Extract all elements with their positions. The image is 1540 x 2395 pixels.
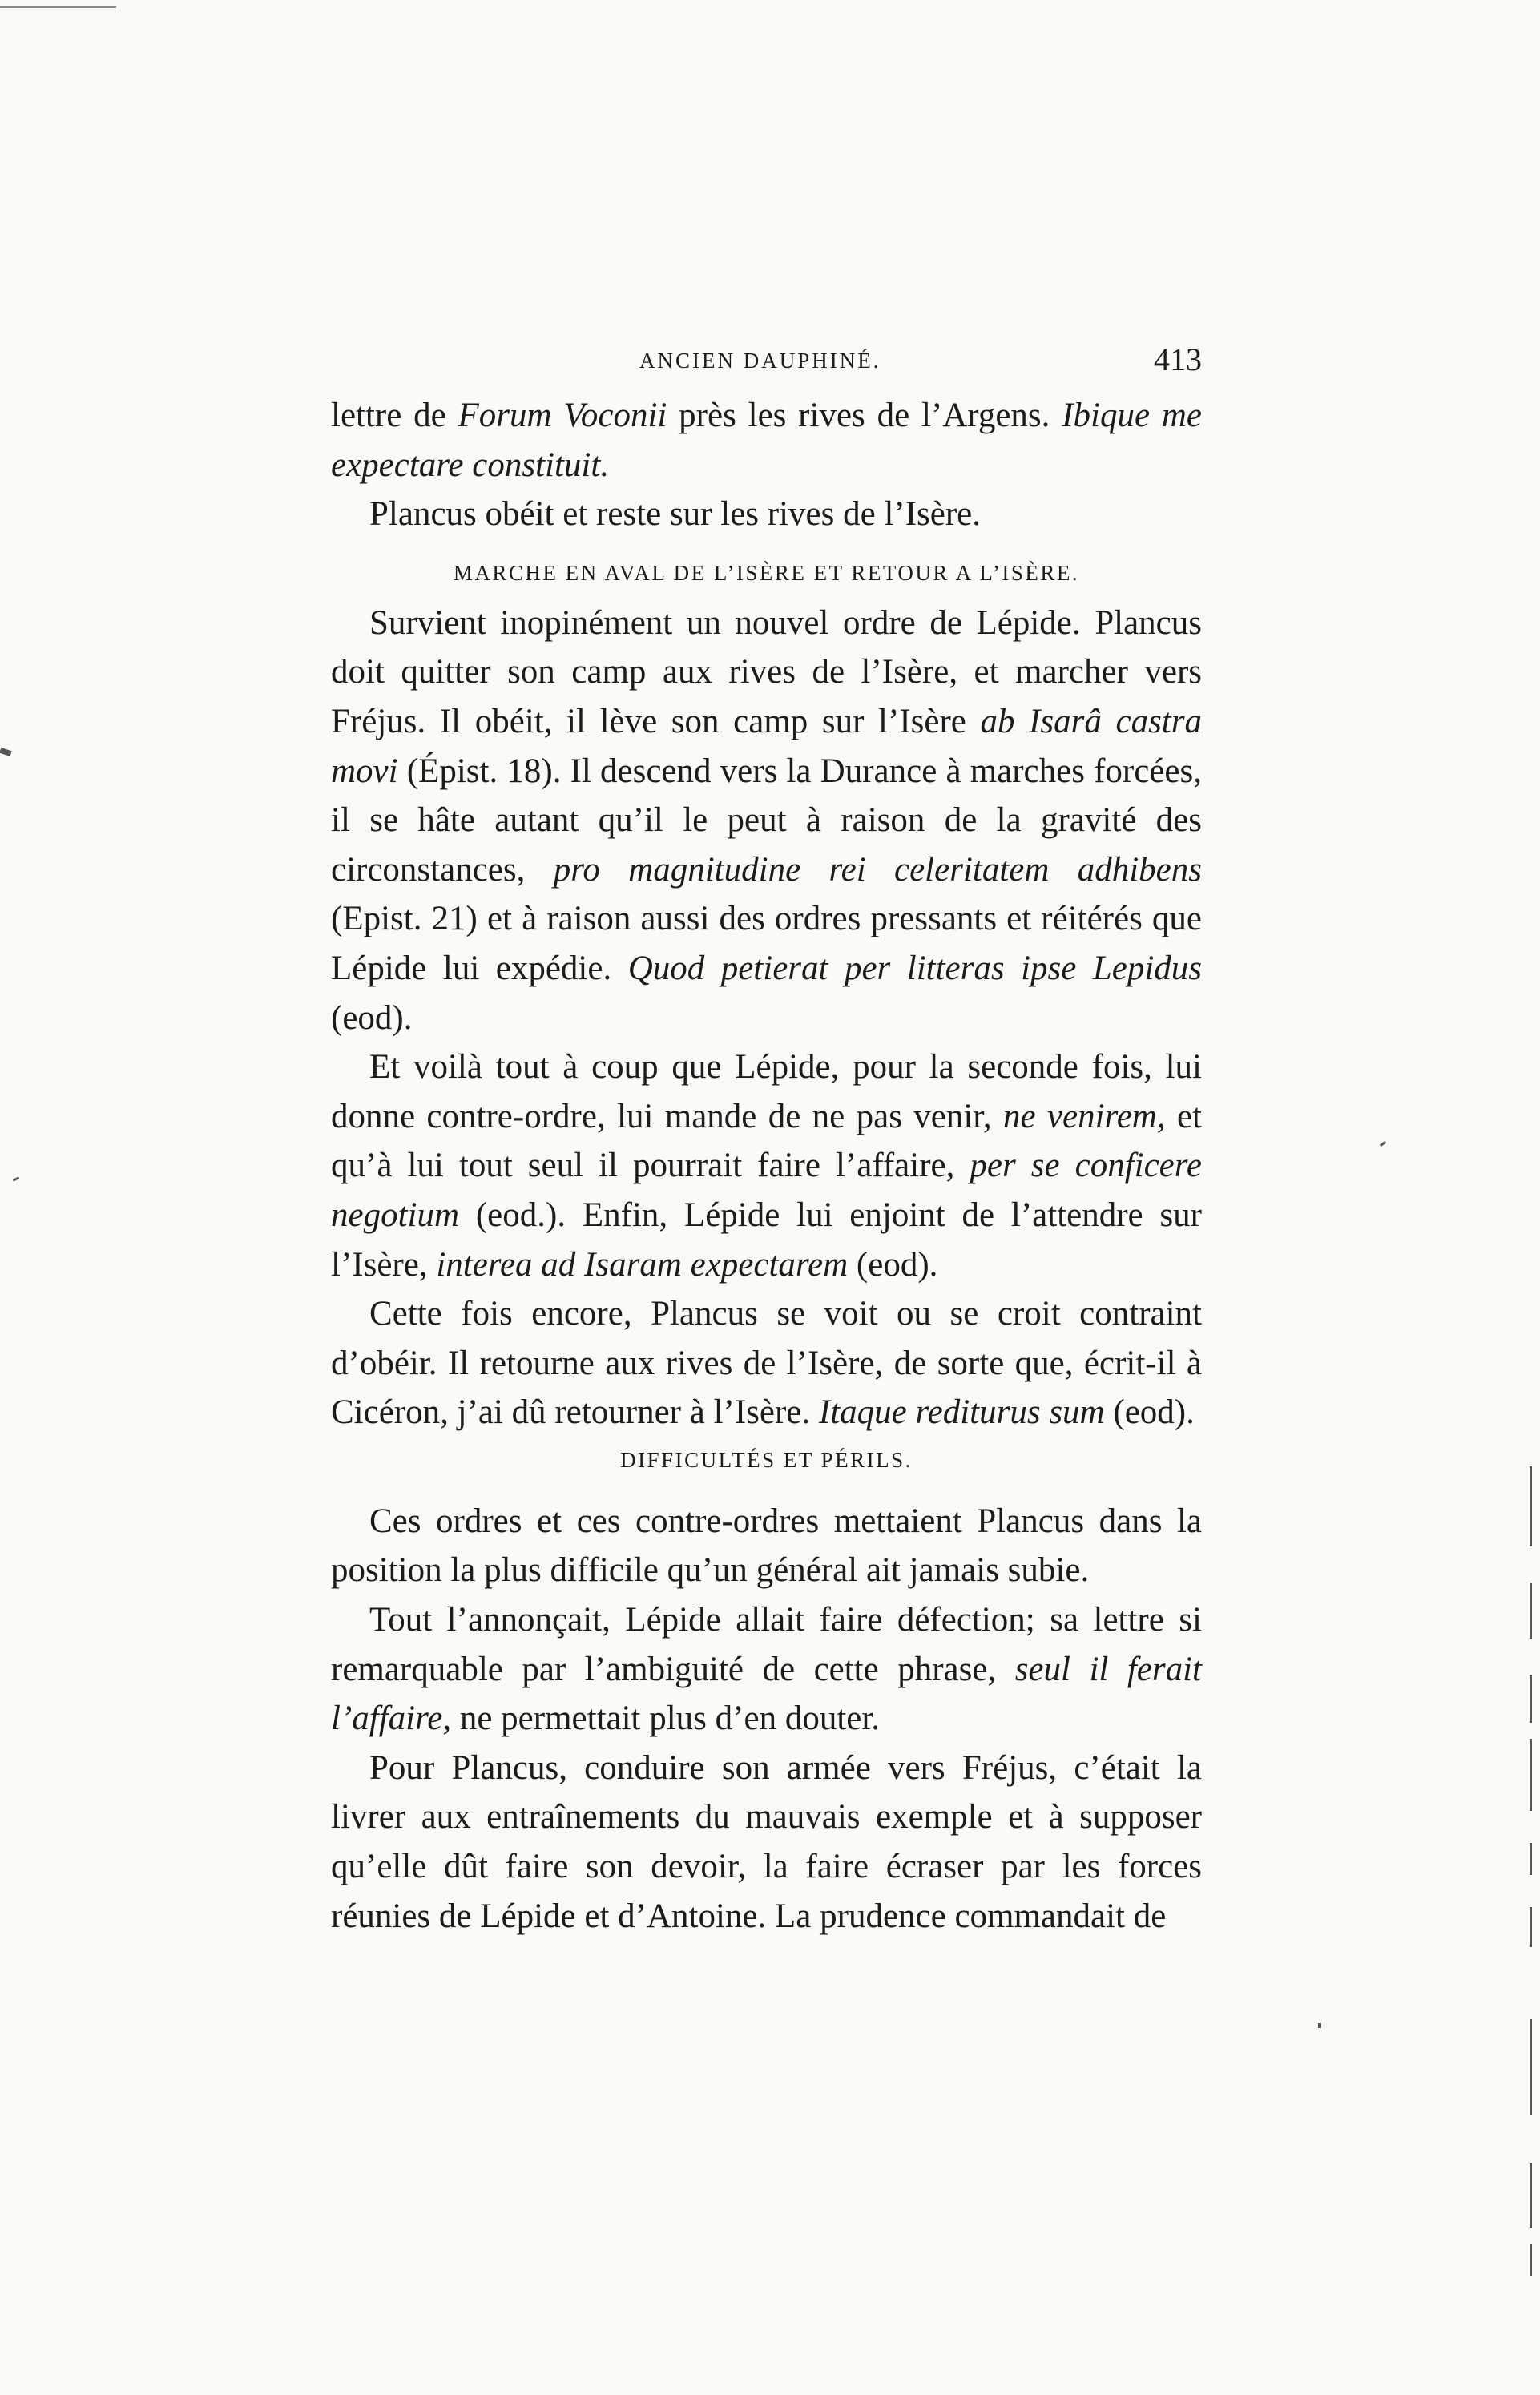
margin-blot (1318, 2023, 1321, 2028)
section-heading-marche: MARCHE EN AVAL DE L’ISÈRE ET RETOUR A L’ISÈRE. (453, 560, 1080, 585)
latin-quote: Ibique me expectare constituit. (331, 397, 1202, 484)
paragraph: Ces ordres et ces contre-ordres mettaient Plancus dans la position la plus difficile qu’un général ait jamais subie. (331, 1502, 1202, 1590)
section-heading-difficultes: DIFFICULTÉS ET PÉRILS. (620, 1447, 913, 1472)
scan-edge-mark (1530, 1907, 1532, 1947)
scan-edge-mark (1530, 2163, 1532, 2228)
paragraph: Plancus obéit et reste sur les rives de l’Isère. (369, 495, 981, 534)
latin-quote: ab Isarâ castra movi (331, 702, 1202, 790)
latin-quote: ne venirem, (1003, 1097, 1166, 1135)
latin-quote: Quod petierat per litteras ipse Lepidus (627, 949, 1203, 987)
paragraph-continuation (331, 391, 1202, 490)
emphasis-quote: seul il ferait l’affaire, (331, 1650, 1202, 1738)
margin-blot (0, 748, 12, 756)
latin-quote: per se conficere negotium (331, 1147, 1202, 1234)
text-run: (Epist. 21) et à raison aussi des ordres pressants et réitérés que Lépide lui expédie. (331, 900, 1202, 987)
page-header (331, 333, 1202, 381)
margin-blot (13, 1176, 20, 1181)
text-run: Tout l’annonçait, Lépide allait faire défection; sa lettre si remarquable par l’ambiguité de cette phrase, (331, 1601, 1202, 1688)
paragraph (331, 1042, 1202, 1289)
text-run: (eod). (848, 1245, 938, 1284)
text-run: et qu’à lui tout seul il pourrait faire l’affaire, (331, 1097, 1202, 1185)
latin-quote: pro magnitudine rei celeritatem adhibens (553, 850, 1202, 889)
text-run: (eod.). Enfin, Lépide lui enjoint de l’attendre sur l’Isère, (331, 1195, 1202, 1284)
scan-edge-mark (1530, 1843, 1532, 1875)
latin-quote: Itaque rediturus sum (818, 1393, 1105, 1432)
text-run: Et voilà tout à coup que Lépide, pour la seconde fois, lui donne contre-ordre, lui mande de ne pas venir, (331, 1048, 1202, 1135)
body-text (331, 391, 1202, 1941)
scan-edge-mark (1530, 1466, 1532, 1546)
latin-quote: Forum Voconii (458, 397, 667, 434)
paragraph (331, 1595, 1202, 1744)
text-run: lettre de (331, 397, 458, 434)
paragraph (331, 599, 1202, 1042)
scan-edge-mark (1530, 2019, 1532, 2115)
page-number: 413 (1154, 341, 1202, 377)
text-run: près les rives de l’Argens. (667, 397, 1062, 434)
text-run: (eod). (331, 998, 413, 1037)
running-head: ANCIEN DAUPHINÉ. (639, 349, 881, 373)
scan-edge-mark (1530, 1583, 1532, 1639)
text-run: (eod). (1104, 1393, 1195, 1432)
paragraph (331, 1289, 1202, 1437)
scan-edge-line (0, 6, 116, 8)
scan-edge-mark (1530, 1739, 1532, 1811)
latin-quote: interea ad Isaram expectarem (436, 1245, 849, 1284)
text-run: ne permettait plus d’en douter. (451, 1699, 881, 1738)
text-run: Survient inopinément un nouvel ordre de Lépide. Plancus doit quitter son camp aux rives de l’Isère, et marcher vers Fréjus. Il obéit, il lève son camp sur l’Isère (331, 603, 1202, 740)
margin-blot (1380, 1141, 1386, 1147)
paragraph: Pour Plancus, conduire son armée vers Fréjus, c’était la livrer aux entraînements du mauvais exemple et à supposer qu’elle dût faire son devoir, la faire écraser par les forces réunies de Lépide et d’Antoine. La prudence commandait de (331, 1748, 1202, 1935)
text-run: Cette fois encore, Plancus se voit ou se croit contraint d’obéir. Il retourne aux rives de l’Isère, de sorte que, écrit-il à Cicéron, j’ai dû retourner à l’Isère. (331, 1295, 1202, 1432)
scan-edge-mark (1530, 2244, 1532, 2276)
scan-edge-mark (1530, 1675, 1532, 1723)
text-run: (Épist. 18). Il descend vers la Durance à marches forcées, il se hâte autant qu’il le peut à raison de la gravité des circonstances, (331, 752, 1202, 889)
